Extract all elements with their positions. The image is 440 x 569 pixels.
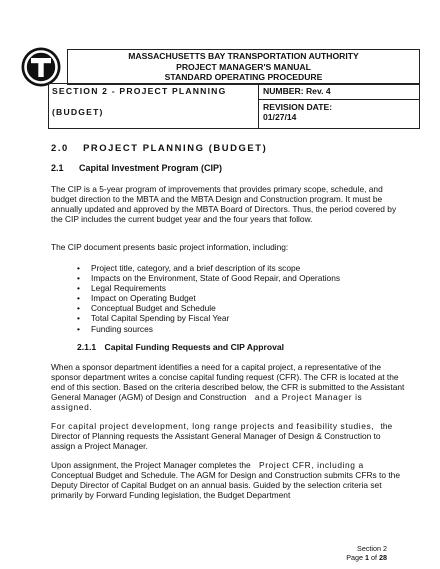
list-item: • Conceptual Budget and Schedule: [77, 303, 340, 313]
subsubsection-heading: [77, 342, 284, 352]
revision-label: REVISION DATE:: [263, 101, 333, 112]
section-heading: [51, 142, 267, 153]
list-item: • Legal Requirements: [77, 283, 340, 293]
number-cell: [259, 84, 420, 129]
list-item: • Impact on Operating Budget: [77, 293, 340, 303]
paragraph-cfr: [51, 362, 406, 412]
paragraph-planning-lead: For capital project development, long range projects and feasibility studies,: [51, 421, 375, 431]
section-number: 2.0: [51, 142, 69, 153]
paragraph-planning-text: the Director of Planning requests the Assistant General Manager of Design & Construction to assign a Project Manager.: [51, 421, 393, 451]
paragraph-cfr-text: When a sponsor department identifies a need for a capital project, a representative of the sponsor department writes a concise capital funding request (CFR). The CFR is located at the end of this section. Based on the criteria described below, the CFR is submitted to the Assistant General Manager (AGM) of Design and Construction: [51, 362, 405, 402]
subsubsection-title: Capital Funding Requests and CIP Approval: [104, 342, 285, 352]
paragraph-assignment-text: Conceptual Budget and Schedule. The AGM for Design and Construction submits CFRs to the Deputy Director of Capital Budget on an annual basis. Guided by the selection criteria set primarily by Forward Funding legislation, the Budget Department: [51, 470, 400, 500]
page-footer: [346, 545, 387, 563]
paragraph-assignment-lead: Upon assignment, the Project Manager completes the: [51, 460, 251, 470]
paragraph-cip-definition: The CIP is a 5-year program of improvements that provides primary scope, schedule, and budget direction to the MBTA and the MBTA Design and Construction program. It must be annually updated and approved by the MBTA Board of Directors. Thus, the period covered by the CIP includes the current budget year and the four years that follow.: [51, 184, 397, 224]
list-item: • Funding sources: [77, 324, 340, 334]
footer-page-number: [346, 554, 387, 563]
list-item: • Total Capital Spending by Fiscal Year: [77, 313, 340, 323]
paragraph-planning: [51, 421, 406, 451]
paragraph-cfr-tail: and a Project Manager is assigned.: [51, 392, 363, 412]
list-item: • Project title, category, and a brief description of its scope: [77, 263, 340, 273]
footer-page: 1: [365, 552, 369, 562]
header-title-box: [67, 49, 420, 85]
header-title-cell: [68, 50, 420, 85]
manual-name: PROJECT MANAGER'S MANUAL: [176, 61, 311, 72]
footer-section: Section 2: [357, 544, 387, 553]
number-label: NUMBER: Rev. 4: [259, 84, 419, 100]
org-name: MASSACHUSETTS BAY TRANSPORTATION AUTHORITY: [128, 51, 359, 62]
revision-date: 01/27/14: [263, 112, 297, 122]
section-label: SECTION 2 - PROJECT PLANNING: [52, 86, 227, 96]
subsubsection-number: 2.1.1: [77, 342, 97, 352]
subsection-number: 2.1: [51, 163, 64, 173]
footer-page-word: Page: [346, 552, 363, 562]
budget-label: (BUDGET): [52, 106, 104, 117]
subsection-title: Capital Investment Program (CIP): [79, 163, 223, 173]
footer-of-word: of: [371, 552, 377, 562]
list-item: • Impacts on the Environment, State of Good Repair, and Operations: [77, 273, 340, 283]
subsection-heading: [51, 163, 223, 173]
section-cell: [49, 84, 259, 129]
paragraph-assignment: [51, 460, 406, 500]
paragraph-assignment-cfr: Project CFR, including a: [259, 460, 364, 470]
footer-total: 28: [379, 552, 387, 562]
paragraph-cip-contents: The CIP document presents basic project information, including:: [51, 242, 289, 252]
cip-info-list: [77, 263, 340, 334]
sop-name: STANDARD OPERATING PROCEDURE: [164, 72, 323, 83]
section-title: PROJECT PLANNING (BUDGET): [83, 142, 268, 153]
mbta-t-logo: [21, 47, 61, 87]
header-info-box: [48, 83, 420, 129]
